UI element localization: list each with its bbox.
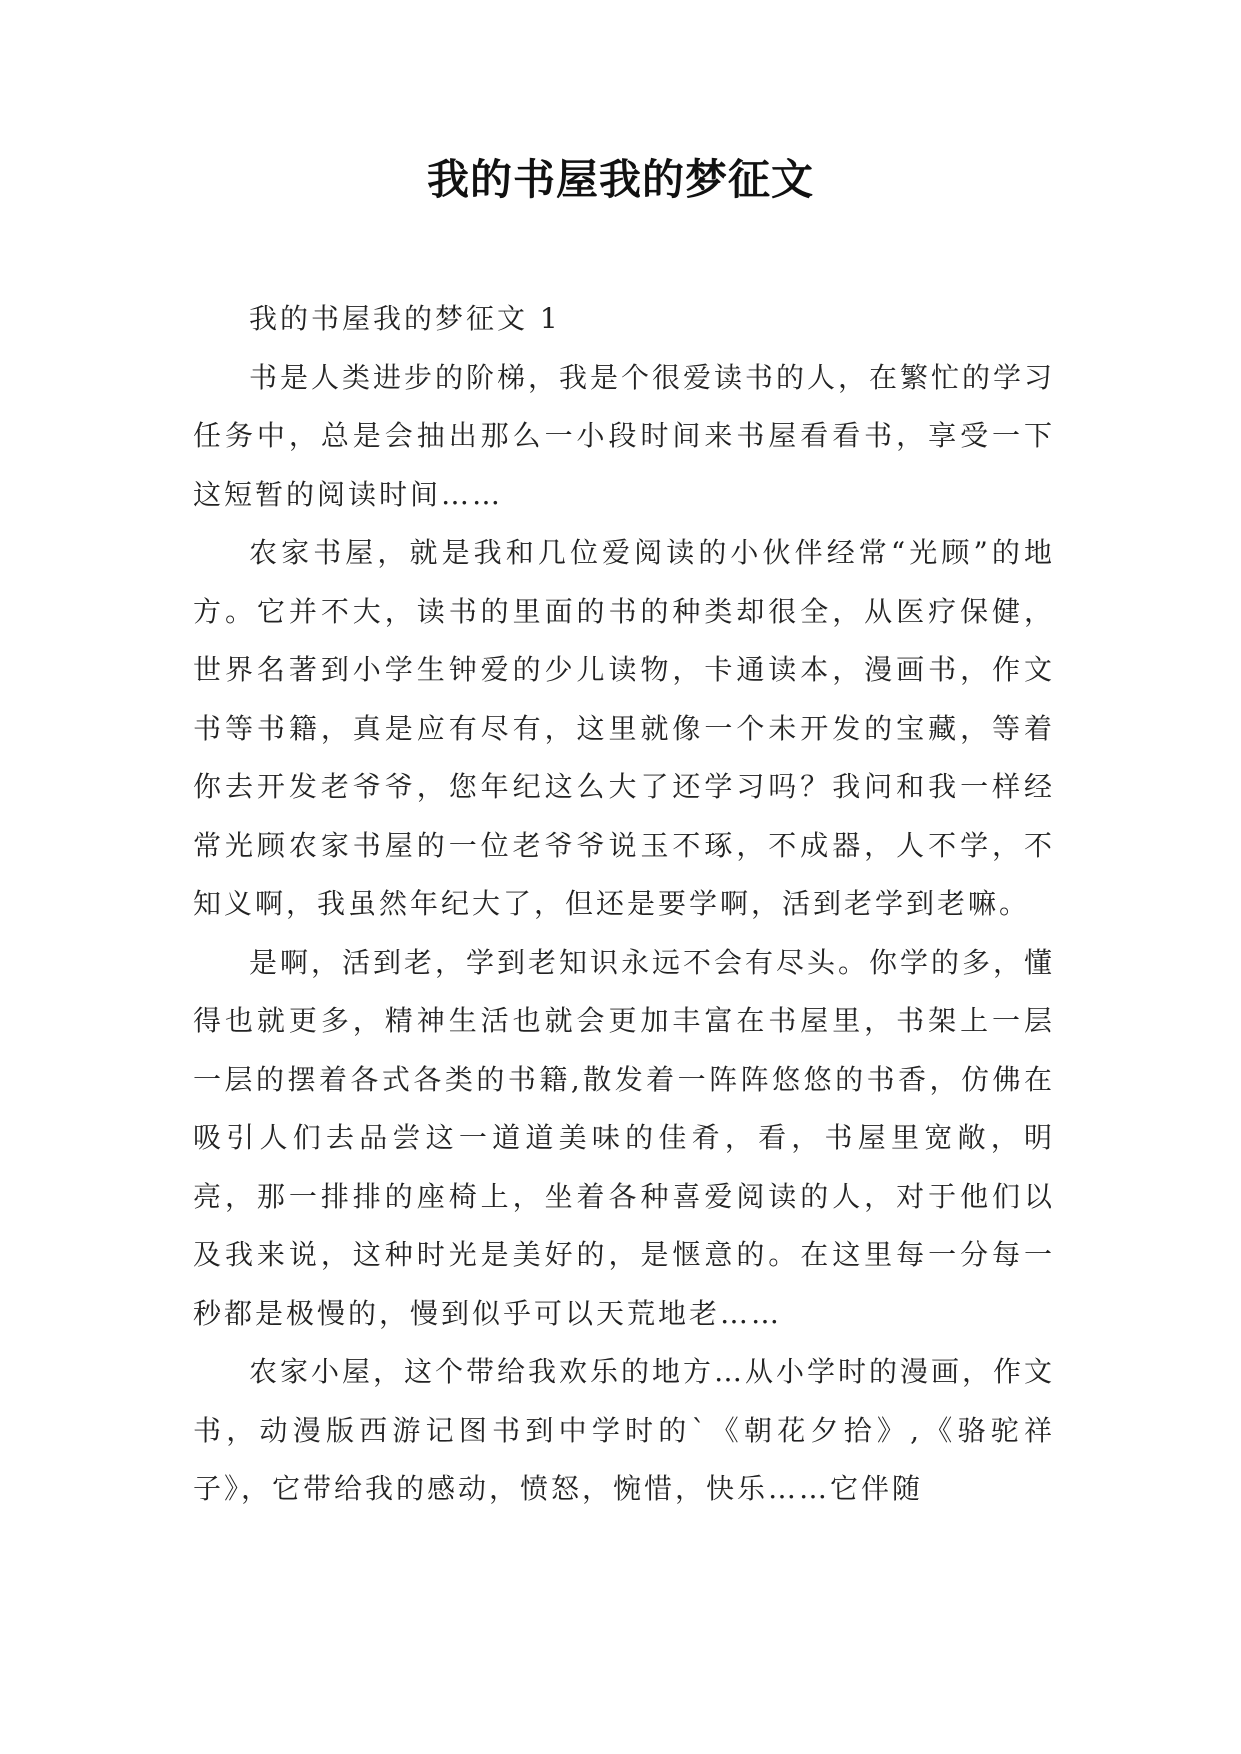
document-body [193, 290, 1055, 1519]
paragraph: 书是人类进步的阶梯，我是个很爱读书的人，在繁忙的学习任务中，总是会抽出那么一小段时间来书屋看看书，享受一下这短暂的阅读时间…… [193, 360, 1056, 511]
paragraph: 是啊，活到老，学到老知识永远不会有尽头。你学的多，懂得也就更多，精神生活也就会更加丰富在书屋里，书架上一层一层的摆着各式各类的书籍,散发着一阵阵悠悠的书香，仿佛在吸引人们去品尝这一道道美味的佳肴，看，书屋里宽敞，明亮，那一排排的座椅上，坐着各种喜爱阅读的人，对于他们以及我来说，这种时光是美好的，是惬意的。在这里每一分每一秒都是极慢的，慢到似乎可以天荒地老…… [193, 945, 1056, 1330]
paragraph: 农家小屋，这个带给我欢乐的地方…从小学时的漫画，作文书，动漫版西游记图书到中学时的`《朝花夕拾》,《骆驼祥子》，它带给我的感动，愤怒，惋惜，快乐……它伴随 [193, 1355, 1056, 1505]
document-title: 我的书屋我的梦征文 [426, 155, 814, 204]
paragraph: 农家书屋，就是我和几位爱阅读的小伙伴经常“光顾”的地方。它并不大，读书的里面的书的种类却很全，从医疗保健，世界名著到小学生钟爱的少儿读物，卡通读本，漫画书，作文书等书籍，真是应有尽有，这里就像一个未开发的宝藏，等着你去开发老爷爷，您年纪这么大了还学习吗？我问和我一样经常光顾农家书屋的一位老爷爷说玉不琢，不成器，人不学，不知义啊，我虽然年纪大了，但还是要学啊，活到老学到老嘛。 [193, 536, 1055, 920]
paragraph-subtitle: 我的书屋我的梦征文 1 [249, 302, 561, 335]
